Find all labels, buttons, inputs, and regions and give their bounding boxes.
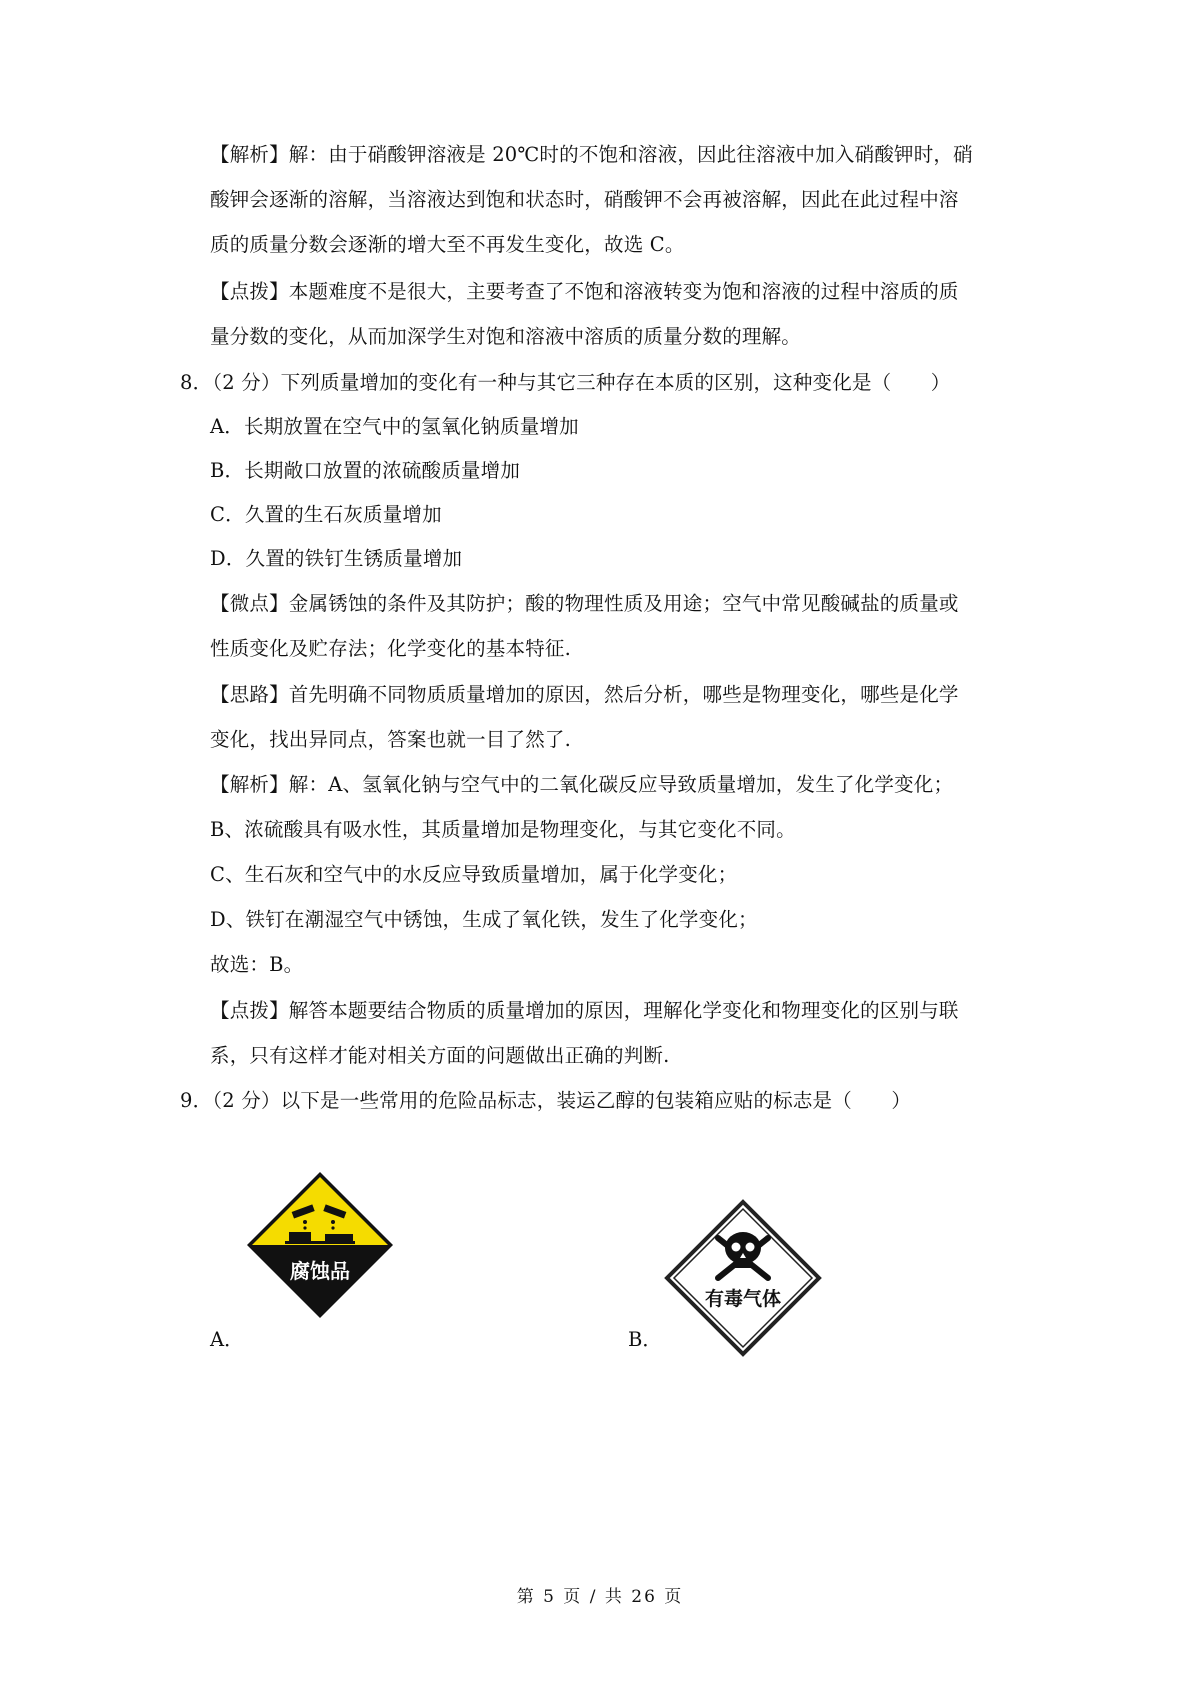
- q8-points-line-2: 性质变化及贮存法；化学变化的基本特征.: [210, 637, 571, 660]
- q8-analysis-line-1: 【解析】解：A、氢氧化钠与空气中的二氧化碳反应导致质量增加，发生了化学变化；: [210, 773, 954, 796]
- q7-analysis-line-2: 酸钾会逐渐的溶解，当溶液达到饱和状态时，硝酸钾不会再被溶解，因此在此过程中溶: [210, 188, 959, 211]
- q8-analysis-line-4: D、铁钉在潮湿空气中锈蚀，生成了氧化铁，发生了化学变化；: [210, 908, 758, 931]
- q7-analysis-line-1: 【解析】解：由于硝酸钾溶液是 20℃时的不饱和溶液，因此往溶液中加入硝酸钾时，硝: [210, 143, 973, 166]
- q7-analysis-line-3: 质的质量分数会逐渐的增大至不再发生变化，故选 C。: [210, 233, 685, 256]
- q8-tip-line-1: 【点拨】解答本题要结合物质的质量增加的原因，理解化学变化和物理变化的区别与联: [210, 999, 959, 1022]
- q8-tip-line-2: 系，只有这样才能对相关方面的问题做出正确的判断.: [210, 1044, 670, 1067]
- q8-option-d: D．久置的铁钉生锈质量增加: [210, 547, 463, 570]
- toxic-gas-sign: [663, 1198, 823, 1358]
- q9-option-b-label: B．: [628, 1328, 662, 1351]
- q8-option-a: A．长期放置在空气中的氢氧化钠质量增加: [210, 415, 579, 438]
- q9-stem: 9．（2 分）以下是一些常用的危险品标志，装运乙醇的包装箱应贴的标志是（ ）: [180, 1089, 912, 1112]
- q8-analysis-line-5: 故选：B。: [210, 953, 304, 976]
- q7-tip-line-1: 【点拨】本题难度不是很大，主要考查了不饱和溶液转变为饱和溶液的过程中溶质的质: [210, 280, 959, 303]
- q8-option-c: C．久置的生石灰质量增加: [210, 503, 442, 526]
- q8-stem: 8．（2 分）下列质量增加的变化有一种与其它三种存在本质的区别，这种变化是（ ）: [180, 371, 951, 394]
- q7-tip-line-2: 量分数的变化，从而加深学生对饱和溶液中溶质的质量分数的理解。: [210, 325, 802, 348]
- corrosive-sign-text: 腐蚀品: [290, 1259, 350, 1283]
- toxic-gas-sign-text: 有毒气体: [704, 1288, 782, 1310]
- q8-idea-line-1: 【思路】首先明确不同物质质量增加的原因，然后分析，哪些是物理变化，哪些是化学: [210, 683, 959, 706]
- q8-analysis-line-3: C、生石灰和空气中的水反应导致质量增加，属于化学变化；: [210, 863, 738, 886]
- corrosive-sign: [245, 1170, 395, 1320]
- q9-option-a-label: A．: [210, 1328, 244, 1351]
- q8-idea-line-2: 变化，找出异同点，答案也就一目了然了.: [210, 728, 571, 751]
- q8-option-b: B．长期敞口放置的浓硫酸质量增加: [210, 459, 521, 482]
- page-footer: 第 5 页 / 共 26 页: [516, 1587, 684, 1607]
- q8-analysis-line-2: B、浓硫酸具有吸水性，其质量增加是物理变化，与其它变化不同。: [210, 818, 796, 841]
- q8-points-line-1: 【微点】金属锈蚀的条件及其防护；酸的物理性质及用途；空气中常见酸碱盐的质量或: [210, 592, 959, 615]
